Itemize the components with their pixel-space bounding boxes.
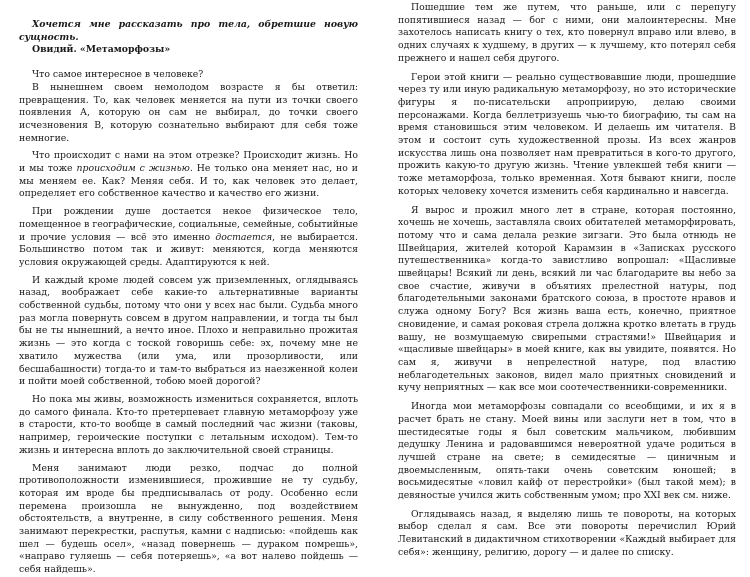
paragraph: Я вырос и прожил много лет в стране, которая постоянно, хочешь не хочешь, заставляла своих обитателей метаморфировать, потому что и сама делала резкие зигзаги. Это была отнюдь не Швейцария, жителей которой Карамзин в «Записках русского путешественника» когда-то завистливо вопрошал: «Щасливые швейцары! Всякий ли день, всякий ли час благодарите вы небо за свое счастие, живучи в объятиях прелестной натуры, под благодетельными законами братского союза, в простоте нравов и служа одному Богу? Вся жизнь ваша есть, конечно, приятное сновидение, и самая роковая стрела должна кротко влетать в грудь вашу, не возмущаемую свирепыми страстями!» Швейцария и «щасливые швейцары» в моей книге, как вы увидите, появятся. Но сам я, живучи в непрелестной натуре, под властию неблагодетельных законов, видел мало приятных сновидений и кучу неприятных — как все мои соотечественники-современники. [398,204,736,394]
epigraph-author: Овидий. «Метаморфозы» [32,44,171,56]
paragraph: Оглядываясь назад, я выделяю лишь те повороты, на которых выбор сделал я сам. Все эти повороты перечислил Юрий Левитанский в дидактичном стихотворении «Каждый выбирает для себя»: женщину, религию, дорогу — и далее по списку. [398,508,736,558]
paragraph-text: При рождении душе достается некое физическое тело, помещенное в географические, социальные, семейные, событийные и прочие условия — всё это именно [19,206,358,243]
paragraph-text: . Не только она меняет нас, но и мы меняем ее. Как? Меняя себя. И то, как человек это делает, определяет его собственное качество и качество его жизни. [19,163,358,200]
paragraph [19,206,358,270]
paragraph: Пошедшие тем же путем, что раньше, или с перепугу попятившиеся назад — бог с ними, они малоинтересны. Мне захотелось написать книгу о тех, кто повернул вправо или влево, в одних случаях к худшему, в других — к лучшему, кто потерял себя прежнего и нашел себя другого. [398,2,736,64]
paragraph: И каждый кроме людей совсем уж приземленных, оглядываясь назад, воображает себе какие-то альтернативные варианты собственной судьбы, потому что они у всех нас были. Судьба много раз могла повернуть совсем в другом направлении, и тогда ты был бы не ты нынешний, а нечто иное. Плохо и неправильно прожитая жизнь — это когда с тоской говоришь себе: эх, почему мне не хватило мужества (или ума, или прозорливости, или бесшабашности) тогда-то и там-то выбраться из наезженной колеи и пойти моей собственной, тобою моей дорогой? [19,274,358,388]
paragraph: Меня занимают люди резко, подчас до полной противоположности изменившиеся, прожившие не ту судьбу, которая им вроде бы предписывалась от роду. Особенно если перемена произошла не вынужденно, под воздействием обстоятельств, а внутренне, в силу собственного решения. Меня занимают перекрестки, распутья, камни с надписью: «пойдешь как шел — будешь осел», «назад повернешь — дураком помрешь», «направо гуляешь — себя потеряешь», «а вот налево пойдешь — себя найдешь». [19,462,358,576]
emphasis-text: достается [215,231,273,243]
paragraph: Что самое интересное в человеке? [32,69,204,81]
epigraph-quote: Хочется мне рассказать про тела, обретшие новую сущность. [19,19,358,43]
paragraph-text: Что происходит с нами на этом отрезке? Происходит жизнь. Но и мы тоже [19,150,358,175]
paragraph: Герои этой книги — реально существовавшие люди, прошедшие через ту или иную радикальную метаморфозу, но это исторические фигуры я по-писательски апроприирую, делаю своими персонажами. Когда беллетризуешь чью-то биографию, ты сам на время становишься этим человеком. И делаешь им читателя. В этом и состоит суть художественной прозы. Из всех жанров искусства лишь она позволяет нам превратиться в кого-то другого, прожить какую-то другую жизнь. Чтение увлекшей тебя книги — тоже метаморфоза, только временная. Хотя бывают книги, после которых человеку хочется изменить себя кардинально и навсегда. [398,71,736,197]
paragraph: Иногда мои метаморфозы совпадали со всеобщими, и их я в расчет брать не стану. Моей вины или заслуги нет в том, что в шестидесятые годы я был советским мальчиком, любившим дедушку Ленина и радовавшимся невероятной удаче родиться в лучшей стране на свете; в семидесятые — циничным и двоемысленным, опять-таки очень советским юношей; в восьмидесятые «ловил кайф от перестройки» (был такой мем); в девяностые учился жить собственным умом; про XXI век см. ниже. [398,401,736,502]
emphasis-text: происходим с жизнью [76,163,190,175]
paragraph: В нынешнем своем немолодом возрасте я бы ответил: превращения. То, как человек меняется на пути из точки своего появления А, которую он сам не выбирал, до точки своего исчезновения В, которую сознательно выбирают для себя тоже немногие. [19,81,358,144]
left-column [19,19,358,577]
right-column [398,2,736,560]
paragraph: Но пока мы живы, возможность измениться сохраняется, вплоть до самого финала. Кто-то претерпевает главную метаморфозу уже в старости, кто-то вообще в самый последний час жизни (таковы, например, героические поступки с летальным исходом). Тем-то жизнь и интересна вплоть до заключительной своей страницы. [19,393,358,456]
paragraph-text: , не выбирается. Большинство потом так и живут: меняются, когда меняются условия окружающей среды. Адаптируются к ней. [19,231,358,268]
paragraph [19,150,358,201]
